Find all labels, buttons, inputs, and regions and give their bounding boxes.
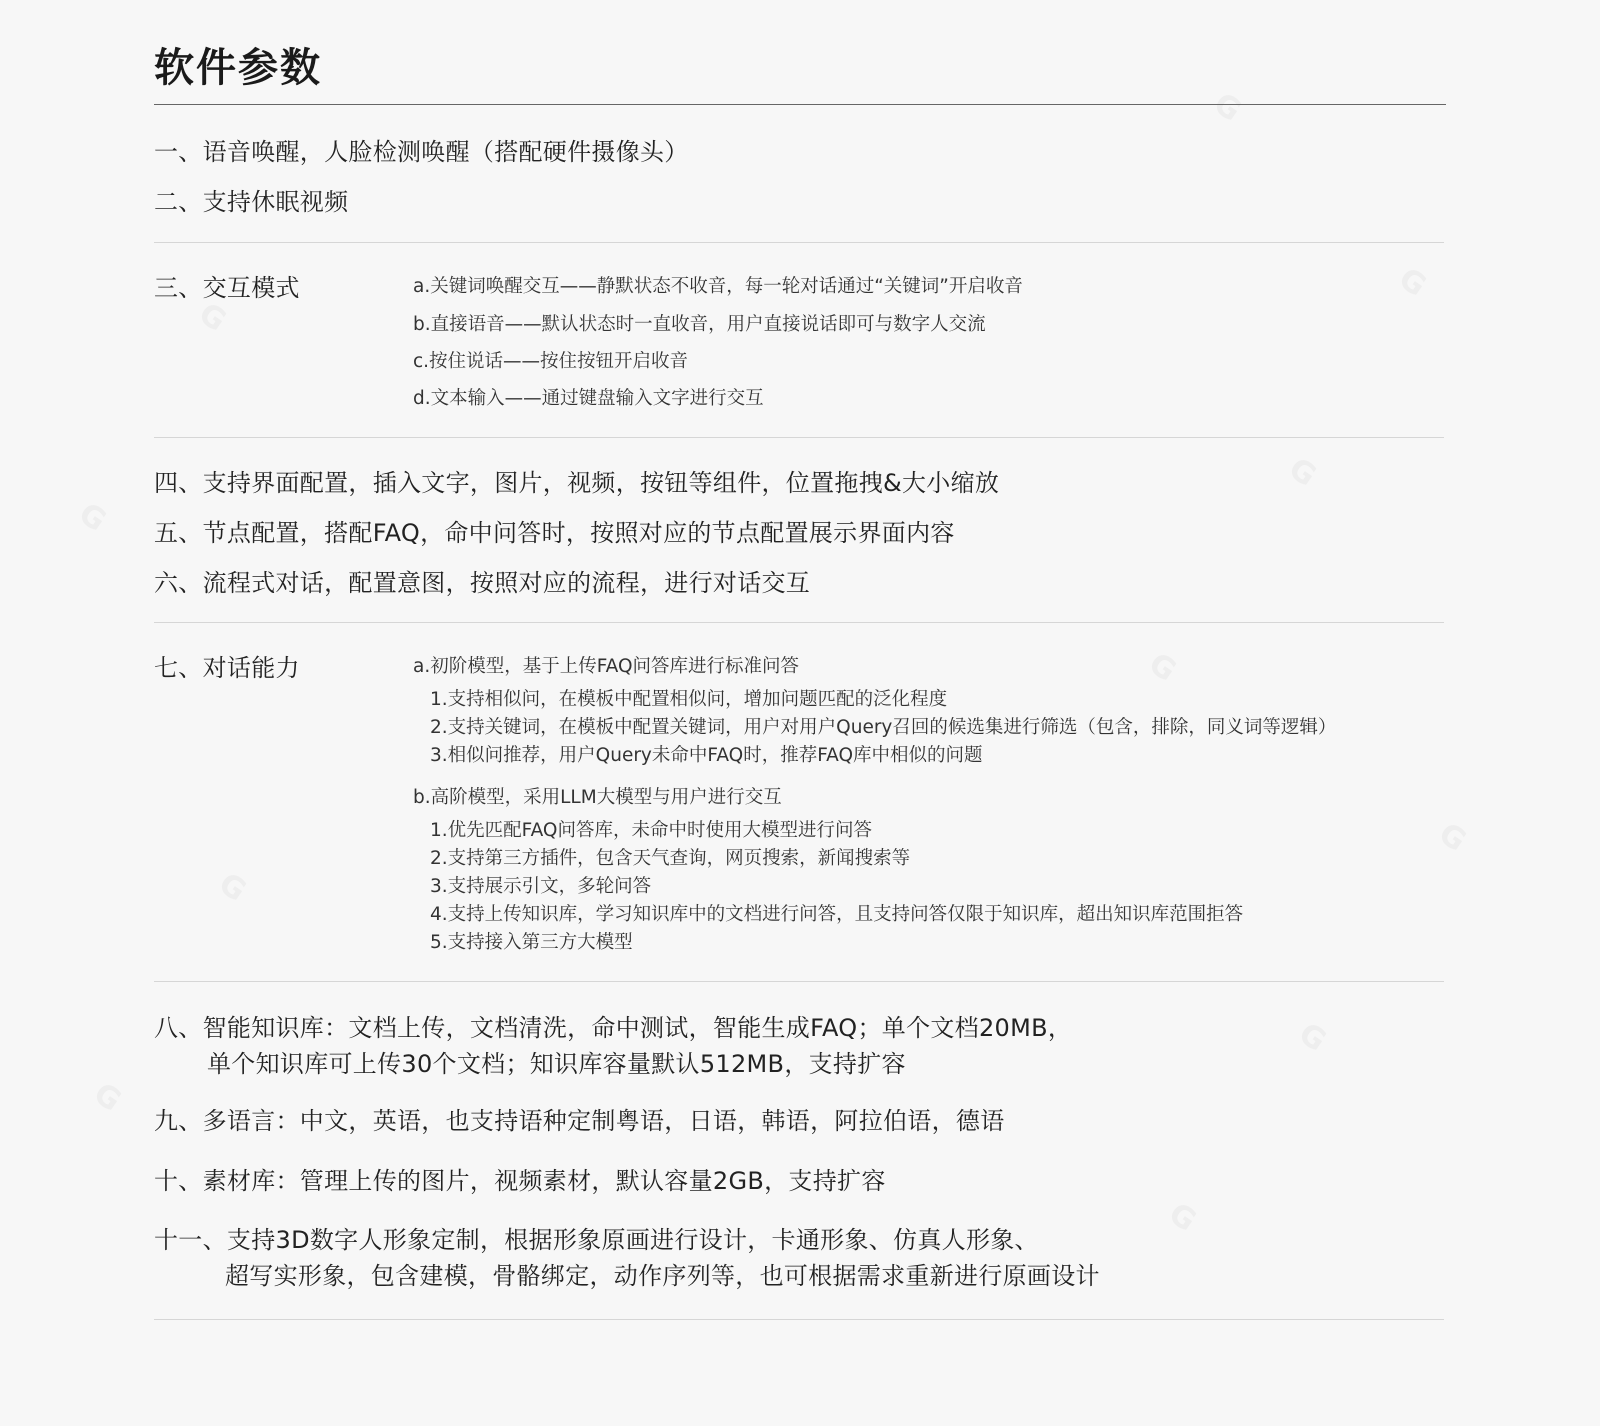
advanced-model-feature: 4.支持上传知识库，学习知识库中的文档进行问答，且支持问答仅限于知识库，超出知识库范围拒答: [430, 904, 1244, 925]
basic-model-feature: 2.支持关键词，在模板中配置关键词，用户对用户Query召回的候选集进行筛选（包含，排除，同义词等逻辑）: [430, 717, 1337, 738]
watermark-logo: G: [1432, 816, 1473, 859]
watermark-logo: G: [1282, 451, 1323, 494]
advanced-model-feature: 3.支持展示引文，多轮问答: [430, 876, 652, 897]
section-divider: [154, 981, 1444, 982]
param-item-5: 五、节点配置，搭配FAQ，命中问答时，按照对应的节点配置展示界面内容: [154, 519, 955, 547]
advanced-model-feature: 2.支持第三方插件，包含天气查询，网页搜索，新闻搜索等: [430, 848, 911, 869]
interaction-mode-a: a.关键词唤醒交互——静默状态不收音，每一轮对话通过“关键词”开启收音: [413, 276, 1023, 297]
title-divider: [154, 104, 1446, 105]
advanced-model-feature: 5.支持接入第三方大模型: [430, 932, 633, 953]
basic-model-feature: 1.支持相似问，在模板中配置相似问，增加问题匹配的泛化程度: [430, 689, 948, 710]
param-item-10: 十、素材库：管理上传的图片，视频素材，默认容量2GB，支持扩容: [154, 1167, 886, 1195]
watermark-logo: G: [87, 1076, 128, 1119]
watermark-logo: G: [1207, 86, 1248, 129]
watermark-logo: G: [1292, 1016, 1333, 1059]
param-item-6: 六、流程式对话，配置意图，按照对应的流程，进行对话交互: [154, 569, 811, 597]
param-item-8-continued: 单个知识库可上传30个文档；知识库容量默认512MB，支持扩容: [207, 1050, 906, 1078]
watermark-logo: G: [212, 866, 253, 909]
section-divider: [154, 242, 1444, 243]
dialog-basic-model: a.初阶模型，基于上传FAQ问答库进行标准问答: [413, 656, 800, 677]
section-divider: [154, 1319, 1444, 1320]
watermark-logo: G: [1142, 646, 1183, 689]
interaction-mode-b: b.直接语音——默认状态时一直收音，用户直接说话即可与数字人交流: [413, 314, 986, 335]
watermark-logo: G: [192, 296, 233, 339]
param-item-2: 二、支持休眠视频: [154, 188, 349, 216]
interaction-mode-d: d.文本输入——通过键盘输入文字进行交互: [413, 388, 764, 409]
watermark-logo: G: [1162, 1196, 1203, 1239]
advanced-model-feature: 1.优先匹配FAQ问答库，未命中时使用大模型进行问答: [430, 820, 872, 841]
param-item-9: 九、多语言：中文，英语，也支持语种定制粤语，日语，韩语，阿拉伯语，德语: [154, 1107, 1005, 1135]
page-title: 软件参数: [154, 45, 322, 91]
param-item-1: 一、语音唤醒，人脸检测唤醒（搭配硬件摄像头）: [154, 138, 689, 166]
param-item-11: 十一、支持3D数字人形象定制，根据形象原画进行设计，卡通形象、仿真人形象、: [154, 1226, 1039, 1254]
dialog-advanced-model: b.高阶模型，采用LLM大模型与用户进行交互: [413, 787, 782, 808]
param-item-8: 八、智能知识库：文档上传，文档清洗，命中测试，智能生成FAQ；单个文档20MB，: [154, 1014, 1073, 1042]
section-divider: [154, 622, 1444, 623]
watermark-logo: G: [1392, 261, 1433, 304]
param-item-4: 四、支持界面配置，插入文字，图片，视频，按钮等组件，位置拖拽&大小缩放: [154, 469, 1000, 497]
param-item-11-continued: 超写实形象，包含建模，骨骼绑定，动作序列等，也可根据需求重新进行原画设计: [225, 1262, 1100, 1290]
basic-model-feature: 3.相似问推荐，用户Query未命中FAQ时，推荐FAQ库中相似的问题: [430, 745, 983, 766]
param-item-3-heading: 三、交互模式: [154, 274, 300, 302]
interaction-mode-c: c.按住说话——按住按钮开启收音: [413, 351, 689, 372]
section-divider: [154, 437, 1444, 438]
watermark-logo: G: [72, 496, 113, 539]
param-item-7-heading: 七、对话能力: [154, 654, 300, 682]
